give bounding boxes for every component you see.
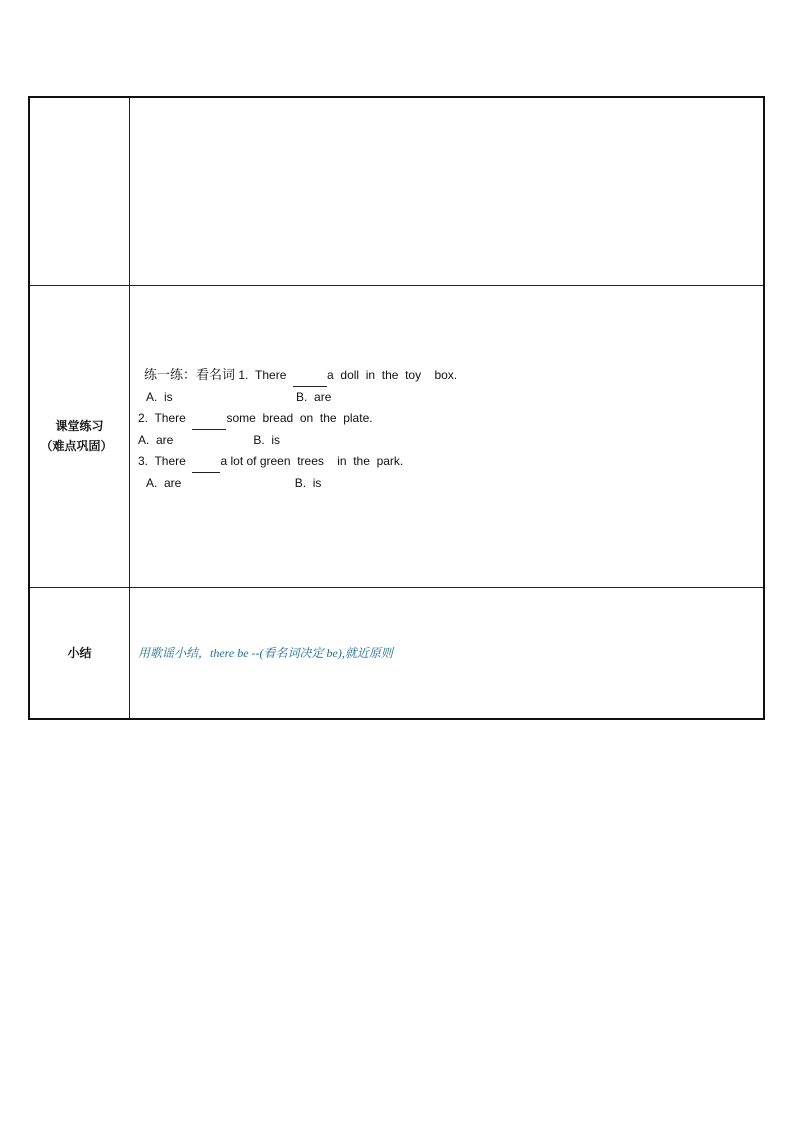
exercise-content-cell [130,285,765,587]
exercise-options-3: A. are B. is [146,475,322,490]
summary-text: 用歌谣小结，there be --(看名词决定 be),就近原则 [138,646,393,661]
q3-suffix: a lot of green trees in the park. [220,453,404,468]
q2-suffix: some bread on the plate. [226,410,373,425]
exercise-question-3 [130,451,763,473]
answer-blank-3 [192,451,220,473]
exercise-block [130,286,763,494]
summary-content-cell [130,587,765,719]
table-row [29,97,764,285]
q1-prefix: 1. There [235,367,294,382]
q3-prefix: 3. There [138,453,193,468]
exercise-label-cell [29,285,130,587]
row1-label-cell [29,97,130,285]
table-row [29,587,764,719]
exercise-options-2: A. are B. is [138,432,281,447]
lesson-plan-table [28,96,765,720]
exercise-options-1: A. is B. are [146,389,332,404]
table-row [29,285,764,587]
exercise-label-line1: 课堂练习 [55,419,104,433]
exercise-question-2 [130,408,763,430]
q2-prefix: 2. There [138,410,193,425]
answer-blank-2 [192,408,226,430]
row1-content-cell [130,97,765,285]
exercise-intro: 练一练：看名词 [144,366,236,382]
exercise-label-line2: （难点巩固） [40,439,113,453]
q1-suffix: a doll in the toy box. [327,367,458,382]
exercise-question-1 [130,364,763,387]
answer-blank-1 [293,365,327,387]
summary-label-cell: 小结 [29,587,130,719]
